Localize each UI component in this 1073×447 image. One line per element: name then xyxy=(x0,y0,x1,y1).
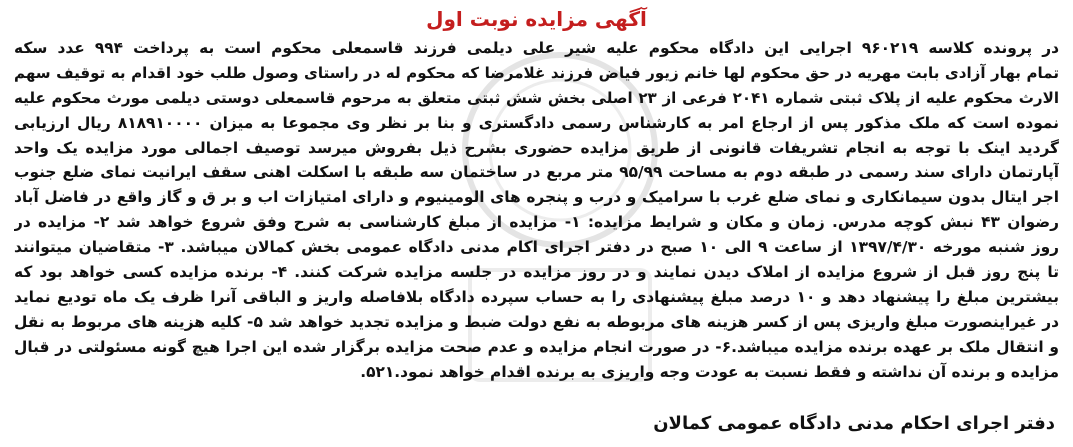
notice-line: نموده است که ملک مذکور پس از ارجاع امر به کارشناس رسمی دادگستری و بنا بر نظر وی مجموعا به میزان ۸۱۸۹۱۰۰۰۰ ریال ارزیابی xyxy=(14,113,1059,132)
notice-line: بیشترین مبلغ را پیشنهاد دهد و ۱۰ درصد مبلغ پیشنهادی را به حساب سپرده دادگاه بلافاصله واریز و الباقی آنرا ظرف یک ماه تودیع نماید xyxy=(14,287,1059,306)
notice-line: تا پنج روز قبل از شروع مزایده از املاک دیدن نمایند و در روز مزایده در جلسه مزایده شرکت کنند. ۴- برنده مزایده کسی خواهد بود که xyxy=(14,263,1059,282)
notice-line: در پرونده کلاسه ۹۶۰۲۱۹ اجرایی این دادگاه محکوم علیه شیر علی دیلمی فرزند قاسمعلی محکوم است به پرداخت ۹۹۴ عدد سکه xyxy=(14,39,1059,57)
notice-line: رضوان ۴۳ نبش کوچه مدرس. زمان و مکان و شرایط مزایده: ۱- مزایده از مبلغ کارشناسی به شرح وفق شروع خواهد شد ۲- مزایده در xyxy=(14,213,1059,232)
notice-line: در غیراینصورت مبلغ واریزی پس از کسر هزینه های مربوطه به نفع دولت ضبط و مزایده تجدید خواهد شد ۵- کلیه هزینه های مربوط به نقل xyxy=(14,312,1059,331)
notice-line: و انتقال ملک بر عهده برنده مزایده میباشد.۶- در صورت انجام مزایده و عدم صحت مزایده برگزار شده این اجرا هیچ گونه مسئولتی در قبال xyxy=(14,337,1059,356)
notice-line: آپارتمان دارای سند رسمی در طبقه دوم به مساحت ۹۵/۹۹ متر مربع در ساختمان سه طبقه با اسکلت اهنی سقف ایرانیت نمای ضلع جنوب xyxy=(14,163,1059,182)
notice-title: آگهی مزایده نوبت اول xyxy=(426,7,647,31)
notice-line: الارث محکوم علیه از پلاک ثبتی شماره ۲۰۴۱ فرعی از ۲۳ اصلی بخش شش ثبتی متعلق به مرحوم قاسمعلی دوستی دیلمی مورث محکوم علیه xyxy=(14,88,1059,107)
notice-line: روز شنبه مورخه ۱۳۹۷/۴/۳۰ از ساعت ۹ الی ۱۰ صبح در دفتر اجرای اکام مدنی دادگاه عمومی بخش کمالان میباشد. ۳- متقاضیان میتوانند xyxy=(14,238,1059,257)
notice-footer: دفتر اجرای احکام مدنی دادگاه عمومی کمالان xyxy=(653,413,1055,434)
notice-line: گردید اینک با توجه به انجام تشریفات قانونی از طریق مزایده حضوری بشرح ذیل بفروش میرسد توصیف اجمالی مورد مزایده یک واحد xyxy=(14,138,1059,157)
notice-line: مزایده و برنده آن نداشته و فقط نسبت به عودت وجه واریزی به برنده اقدام خواهد نمود.۵۲۱. xyxy=(360,362,1059,381)
notice-line: اجر ایتال بدون سیمانکاری و نمای ضلع غرب با سرامیک و درب و پنجره های الومینیوم و دارای امتیازات اب و بر ق و گاز واقع در فاضل آباد xyxy=(14,188,1059,207)
notice-body xyxy=(14,36,1059,384)
notice-line: تمام بهار آزادی بابت مهریه در حق محکوم لها خانم زیور فیاض فرزند غلامرضا که محکوم له در راستای وصول طلب خود اقدام به توقیف سهم xyxy=(14,63,1059,82)
